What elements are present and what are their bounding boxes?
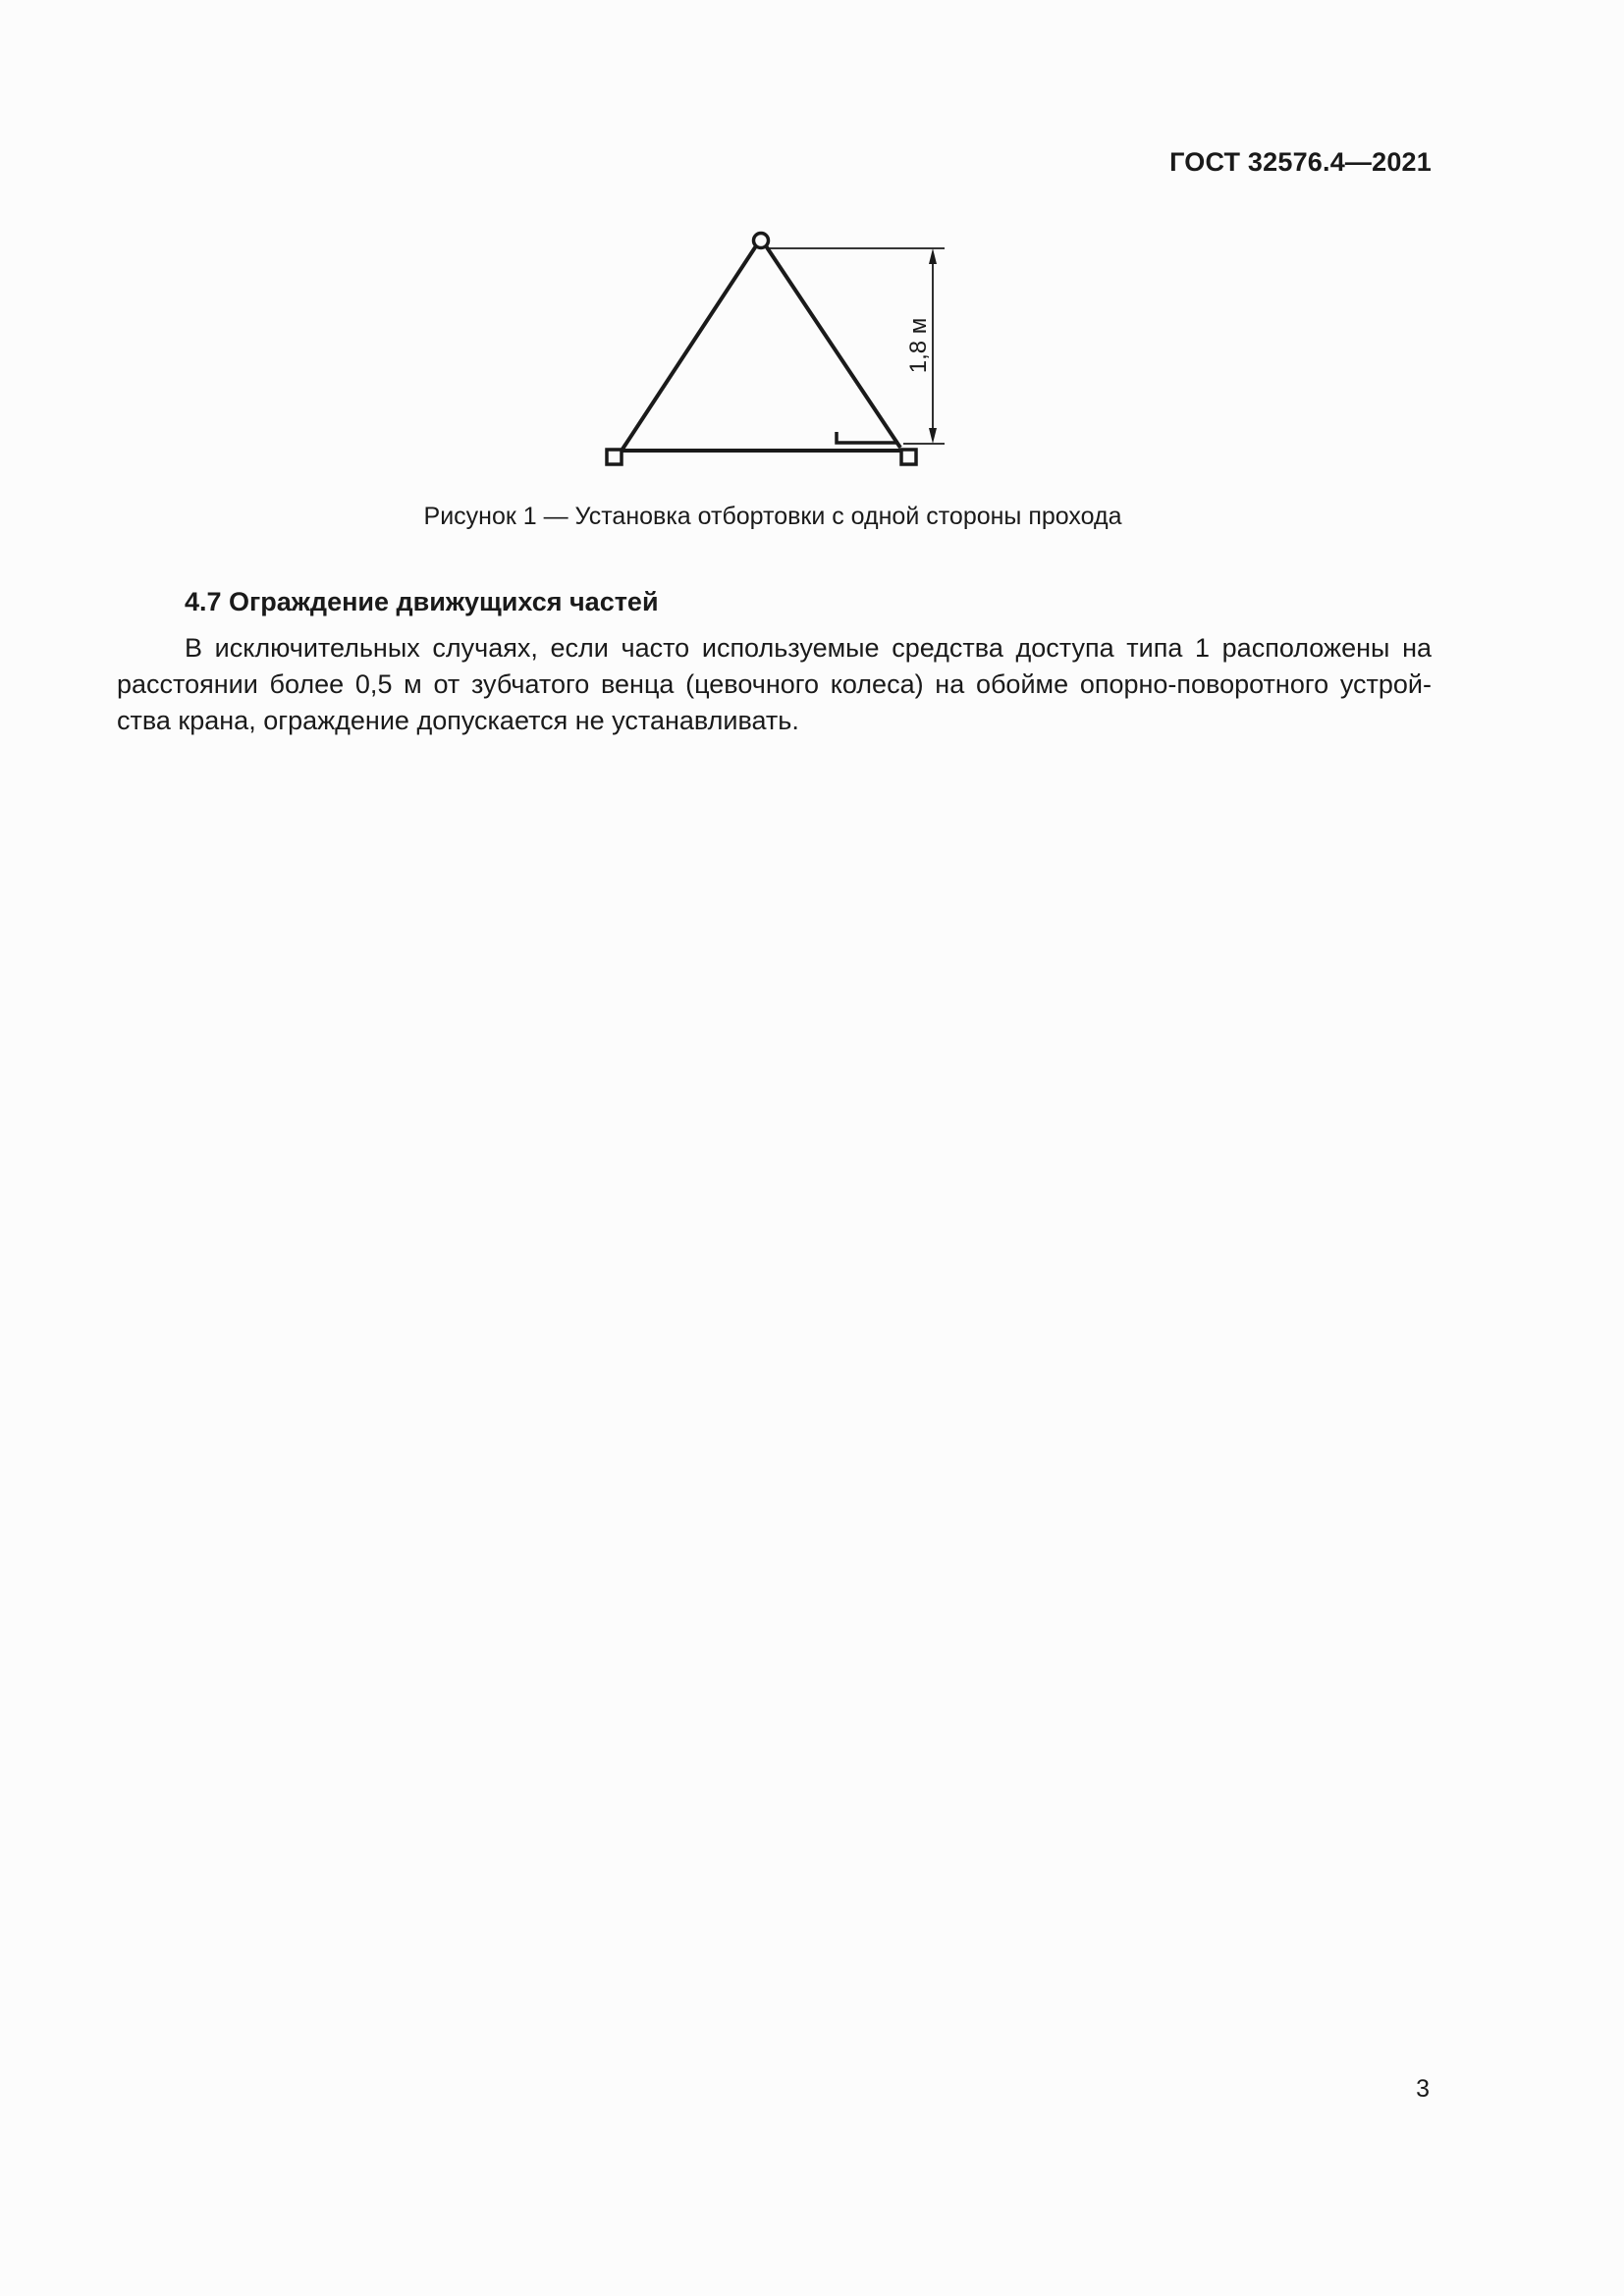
paragraph-line: В исключительных случаях, если часто используемые средства доступа типа 1 расположены на: [185, 633, 1432, 663]
dimension-arrow-top: [929, 248, 937, 264]
triangle-left-leg: [622, 239, 761, 451]
dimension-label: 1,8 м: [905, 317, 932, 374]
figure-triangle-diagram: [589, 226, 982, 471]
paragraph-line: расстоянии более 0,5 м от зубчатого венца (цевочного колеса) на обойме опорно-поворотного устрой-: [117, 669, 1432, 699]
triangle-right-leg: [761, 239, 900, 448]
right-support-square: [901, 450, 916, 464]
section-paragraph: [117, 630, 1432, 739]
page-number: 3: [1416, 2075, 1430, 2103]
document-standard-id: ГОСТ 32576.4—2021: [1169, 147, 1432, 177]
apex-hinge-circle: [754, 234, 769, 248]
section-heading: 4.7 Ограждение движущихся частей: [185, 587, 659, 616]
dimension-arrow-bottom: [929, 428, 937, 444]
left-support-square: [607, 450, 622, 464]
figure-caption: Рисунок 1 — Установка отбортовки с одной стороны прохода: [423, 503, 1122, 530]
figure-svg: [589, 226, 982, 471]
paragraph-line: ства крана, ограждение допускается не устанавливать.: [117, 706, 799, 735]
